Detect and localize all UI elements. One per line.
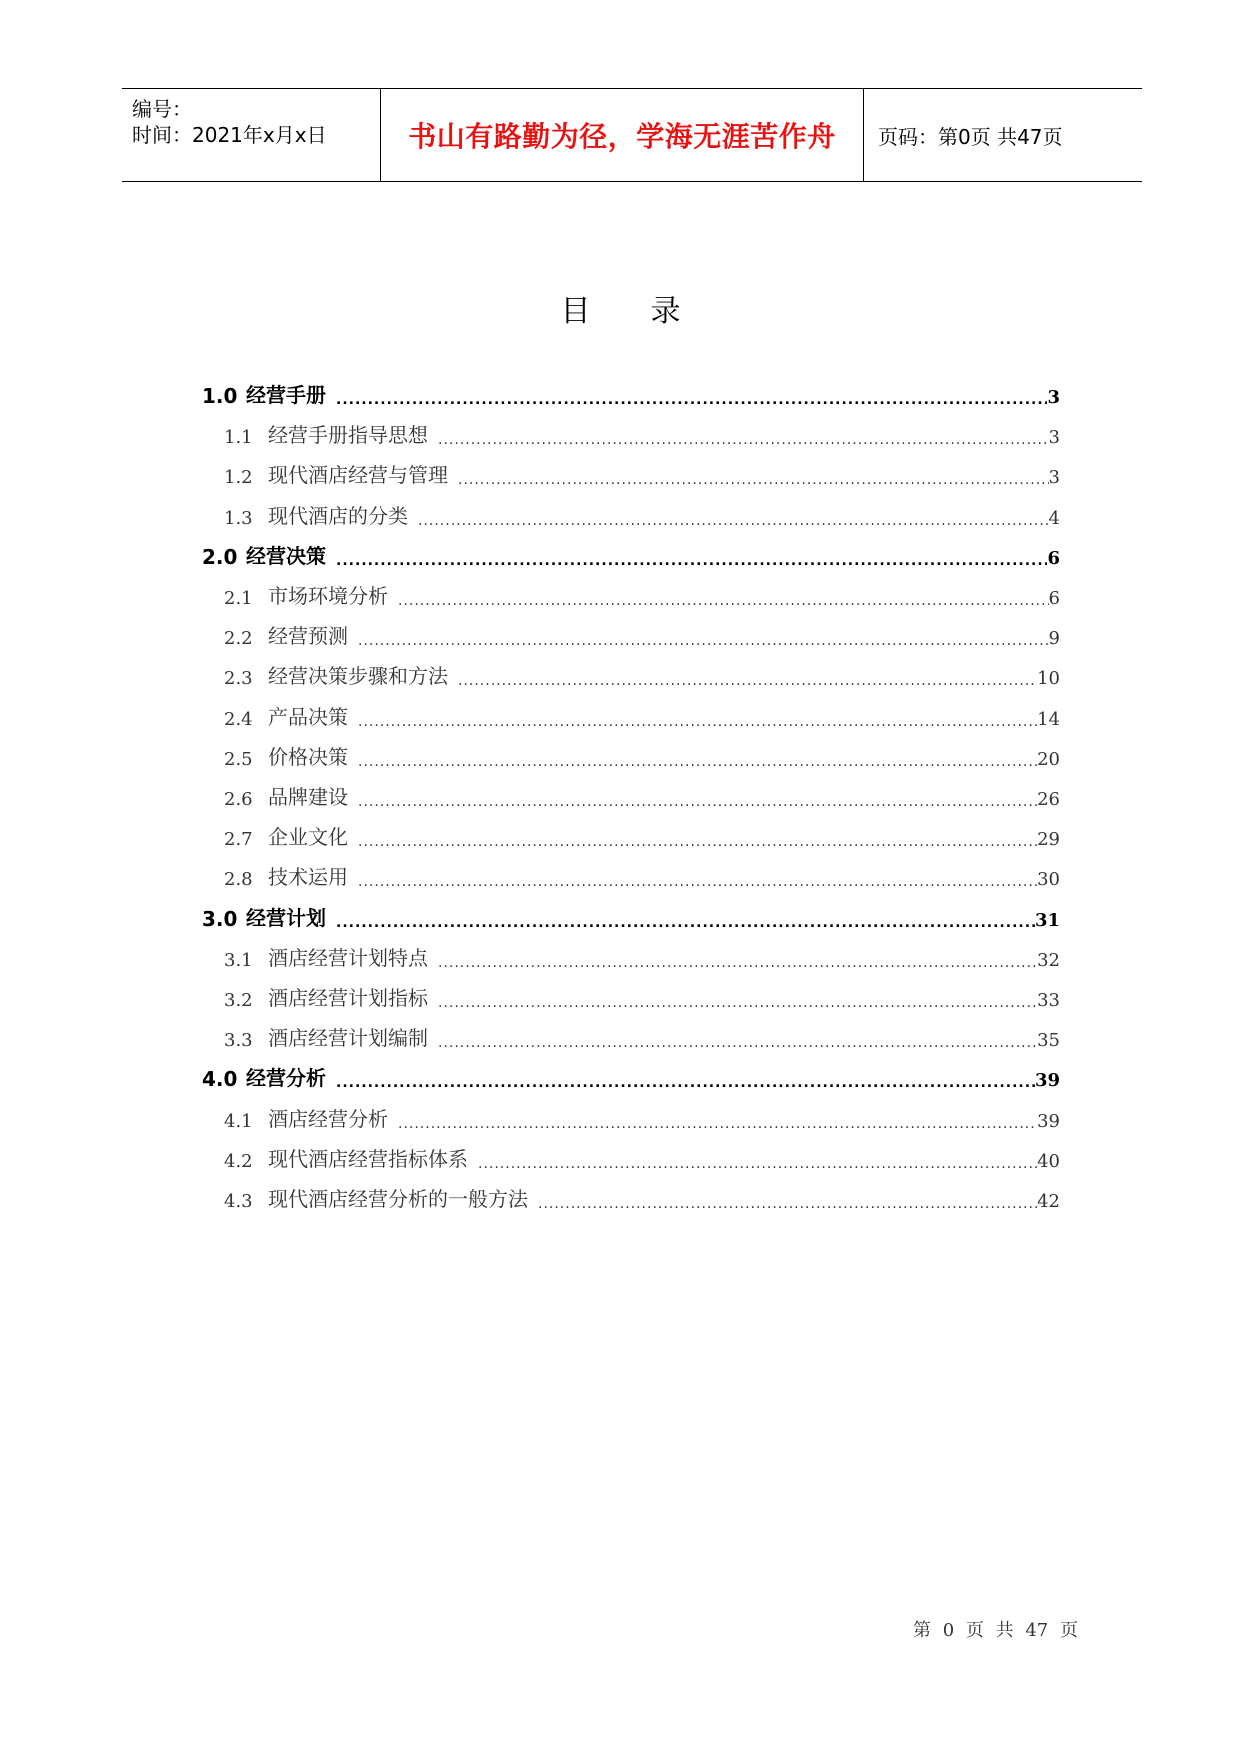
toc-section-entry[interactable] <box>224 780 1060 810</box>
toc-entry-title: 酒店经营计划编制 <box>268 1026 428 1051</box>
toc-entry-page-number: 42 <box>1037 1191 1060 1212</box>
toc-entry-title: 经营手册 <box>246 383 326 407</box>
toc-entry-page-number: 31 <box>1034 909 1060 931</box>
toc-entry-page-number: 39 <box>1037 1110 1060 1132</box>
toc-chapter-entry[interactable] <box>202 378 1060 408</box>
page-code-label: 页码：第0页 共47页 <box>878 124 1063 149</box>
toc-entry-title: 酒店经营分析 <box>268 1106 388 1131</box>
toc-entry-number: 1.1 <box>224 427 253 449</box>
toc-entry-title: 经营预测 <box>268 624 348 649</box>
toc-dot-leader <box>418 507 1049 529</box>
toc-entry-title: 价格决策 <box>268 744 348 769</box>
toc-entry-title: 经营计划 <box>246 905 326 930</box>
toc-entry-title: 企业文化 <box>268 825 348 850</box>
toc-entry-number: 2.7 <box>224 829 253 851</box>
document-number-label: 编号： <box>132 97 192 121</box>
toc-entry-title: 经营手册指导思想 <box>268 423 428 448</box>
toc-dot-leader <box>458 466 1049 488</box>
toc-entry-title: 品牌建设 <box>268 785 348 809</box>
toc-entry-title: 酒店经营计划特点 <box>268 945 428 970</box>
toc-dot-leader <box>336 909 1035 931</box>
toc-entry-page-number: 30 <box>1037 869 1060 891</box>
toc-entry-page-number: 9 <box>1048 628 1060 650</box>
toc-entry-title: 现代酒店经营与管理 <box>268 463 448 488</box>
toc-dot-leader <box>358 748 1037 770</box>
toc-entry-title: 经营决策步骤和方法 <box>268 664 448 689</box>
toc-entry-number: 3.2 <box>224 990 253 1011</box>
toc-entry-page-number: 33 <box>1037 990 1060 1011</box>
toc-entry-title: 现代酒店经营分析的一般方法 <box>268 1187 528 1211</box>
toc-section-entry[interactable] <box>224 820 1060 850</box>
toc-section-entry[interactable] <box>224 941 1060 971</box>
toc-entry-page-number: 39 <box>1034 1070 1060 1092</box>
toc-entry-title: 产品决策 <box>268 704 348 729</box>
toc-entry-page-number: 35 <box>1037 1030 1060 1052</box>
toc-section-entry[interactable] <box>224 860 1060 890</box>
toc-dot-leader <box>478 1150 1037 1172</box>
toc-entry-number: 1.3 <box>224 507 253 529</box>
toc-entry-page-number: 10 <box>1037 668 1060 690</box>
page-footer: 第 0 页 共 47 页 <box>913 1620 1078 1641</box>
toc-section-entry[interactable] <box>224 1021 1060 1051</box>
toc-entry-page-number: 29 <box>1037 829 1060 851</box>
toc-entry-page-number: 20 <box>1037 748 1060 770</box>
toc-entry-number: 4.0 <box>202 1067 238 1092</box>
toc-dot-leader <box>458 667 1037 689</box>
toc-section-entry[interactable] <box>224 619 1060 649</box>
toc-entry-page-number: 26 <box>1037 789 1060 810</box>
toc-dot-leader <box>438 989 1037 1011</box>
toc-entry-page-number: 6 <box>1047 547 1060 569</box>
toc-entry-number: 4.1 <box>224 1110 253 1132</box>
toc-entry-page-number: 3 <box>1048 467 1060 489</box>
toc-section-entry[interactable] <box>224 659 1060 689</box>
toc-section-entry[interactable] <box>224 1142 1060 1172</box>
toc-entry-title: 经营决策 <box>246 543 326 568</box>
toc-entry-title: 现代酒店经营指标体系 <box>268 1146 468 1171</box>
document-time-label: 时间：2021年x月x日 <box>132 123 327 147</box>
page-header <box>122 88 1142 182</box>
toc-entry-page-number: 40 <box>1037 1150 1060 1172</box>
toc-entry-title: 经营分析 <box>246 1066 326 1091</box>
toc-dot-leader <box>358 627 1049 649</box>
toc-dot-leader <box>358 828 1037 850</box>
toc-entry-number: 2.2 <box>224 628 253 650</box>
toc-entry-title: 技术运用 <box>268 865 348 890</box>
header-motto-cell <box>380 89 864 181</box>
toc-section-entry[interactable] <box>224 579 1060 609</box>
toc-dot-leader <box>438 1029 1037 1051</box>
toc-entry-number: 3.3 <box>224 1030 253 1052</box>
toc-section-entry[interactable] <box>224 981 1060 1011</box>
header-info-cell <box>122 89 380 181</box>
toc-entry-title: 市场环境分析 <box>268 584 388 608</box>
toc-entry-number: 4.3 <box>224 1191 253 1212</box>
toc-entry-number: 2.3 <box>224 668 253 690</box>
toc-entry-number: 3.0 <box>202 906 238 931</box>
motto-text: 书山有路勤为径，学海无涯苦作舟 <box>408 120 836 153</box>
toc-section-entry[interactable] <box>224 418 1060 448</box>
toc-entry-number: 2.4 <box>224 708 253 730</box>
toc-dot-leader <box>398 587 1049 609</box>
toc-chapter-entry[interactable] <box>202 1061 1060 1091</box>
toc-entry-page-number: 4 <box>1048 507 1060 529</box>
toc-section-entry[interactable] <box>224 499 1060 529</box>
toc-section-entry[interactable] <box>224 1182 1060 1212</box>
toc-entry-page-number: 3 <box>1048 427 1060 449</box>
toc-entry-number: 1.0 <box>202 384 238 408</box>
toc-section-entry[interactable] <box>224 740 1060 770</box>
toc-dot-leader <box>336 547 1047 569</box>
toc-entry-number: 3.1 <box>224 949 253 971</box>
toc-entry-page-number: 6 <box>1048 588 1060 609</box>
toc-section-entry[interactable] <box>224 1102 1060 1132</box>
toc-dot-leader <box>438 426 1049 448</box>
toc-entry-number: 2.5 <box>224 748 253 770</box>
toc-entry-number: 2.8 <box>224 869 253 891</box>
toc-dot-leader <box>358 868 1037 890</box>
toc-entry-title: 现代酒店的分类 <box>268 503 408 528</box>
toc-dot-leader <box>336 1069 1035 1091</box>
toc-entry-page-number: 3 <box>1047 387 1060 408</box>
toc-dot-leader <box>538 1190 1037 1212</box>
toc-chapter-entry[interactable] <box>202 539 1060 569</box>
toc-entry-page-number: 14 <box>1037 708 1060 730</box>
toc-entry-number: 2.6 <box>224 789 253 810</box>
toc-section-entry[interactable] <box>224 458 1060 488</box>
toc-dot-leader <box>336 386 1047 408</box>
toc-entry-page-number: 32 <box>1037 949 1060 971</box>
toc-dot-leader <box>438 949 1037 971</box>
toc-section-entry[interactable] <box>224 700 1060 730</box>
toc-dot-leader <box>358 708 1037 730</box>
toc-entry-title: 酒店经营计划指标 <box>268 986 428 1010</box>
toc-title: 目录 <box>560 294 741 329</box>
toc-entry-number: 1.2 <box>224 467 253 489</box>
toc-dot-leader <box>398 1110 1037 1132</box>
toc-dot-leader <box>358 788 1037 810</box>
toc-chapter-entry[interactable] <box>202 901 1060 931</box>
toc-entry-number: 2.0 <box>202 544 238 569</box>
header-page-cell <box>864 89 1142 181</box>
toc-entry-number: 4.2 <box>224 1150 253 1172</box>
toc-entry-number: 2.1 <box>224 588 253 609</box>
